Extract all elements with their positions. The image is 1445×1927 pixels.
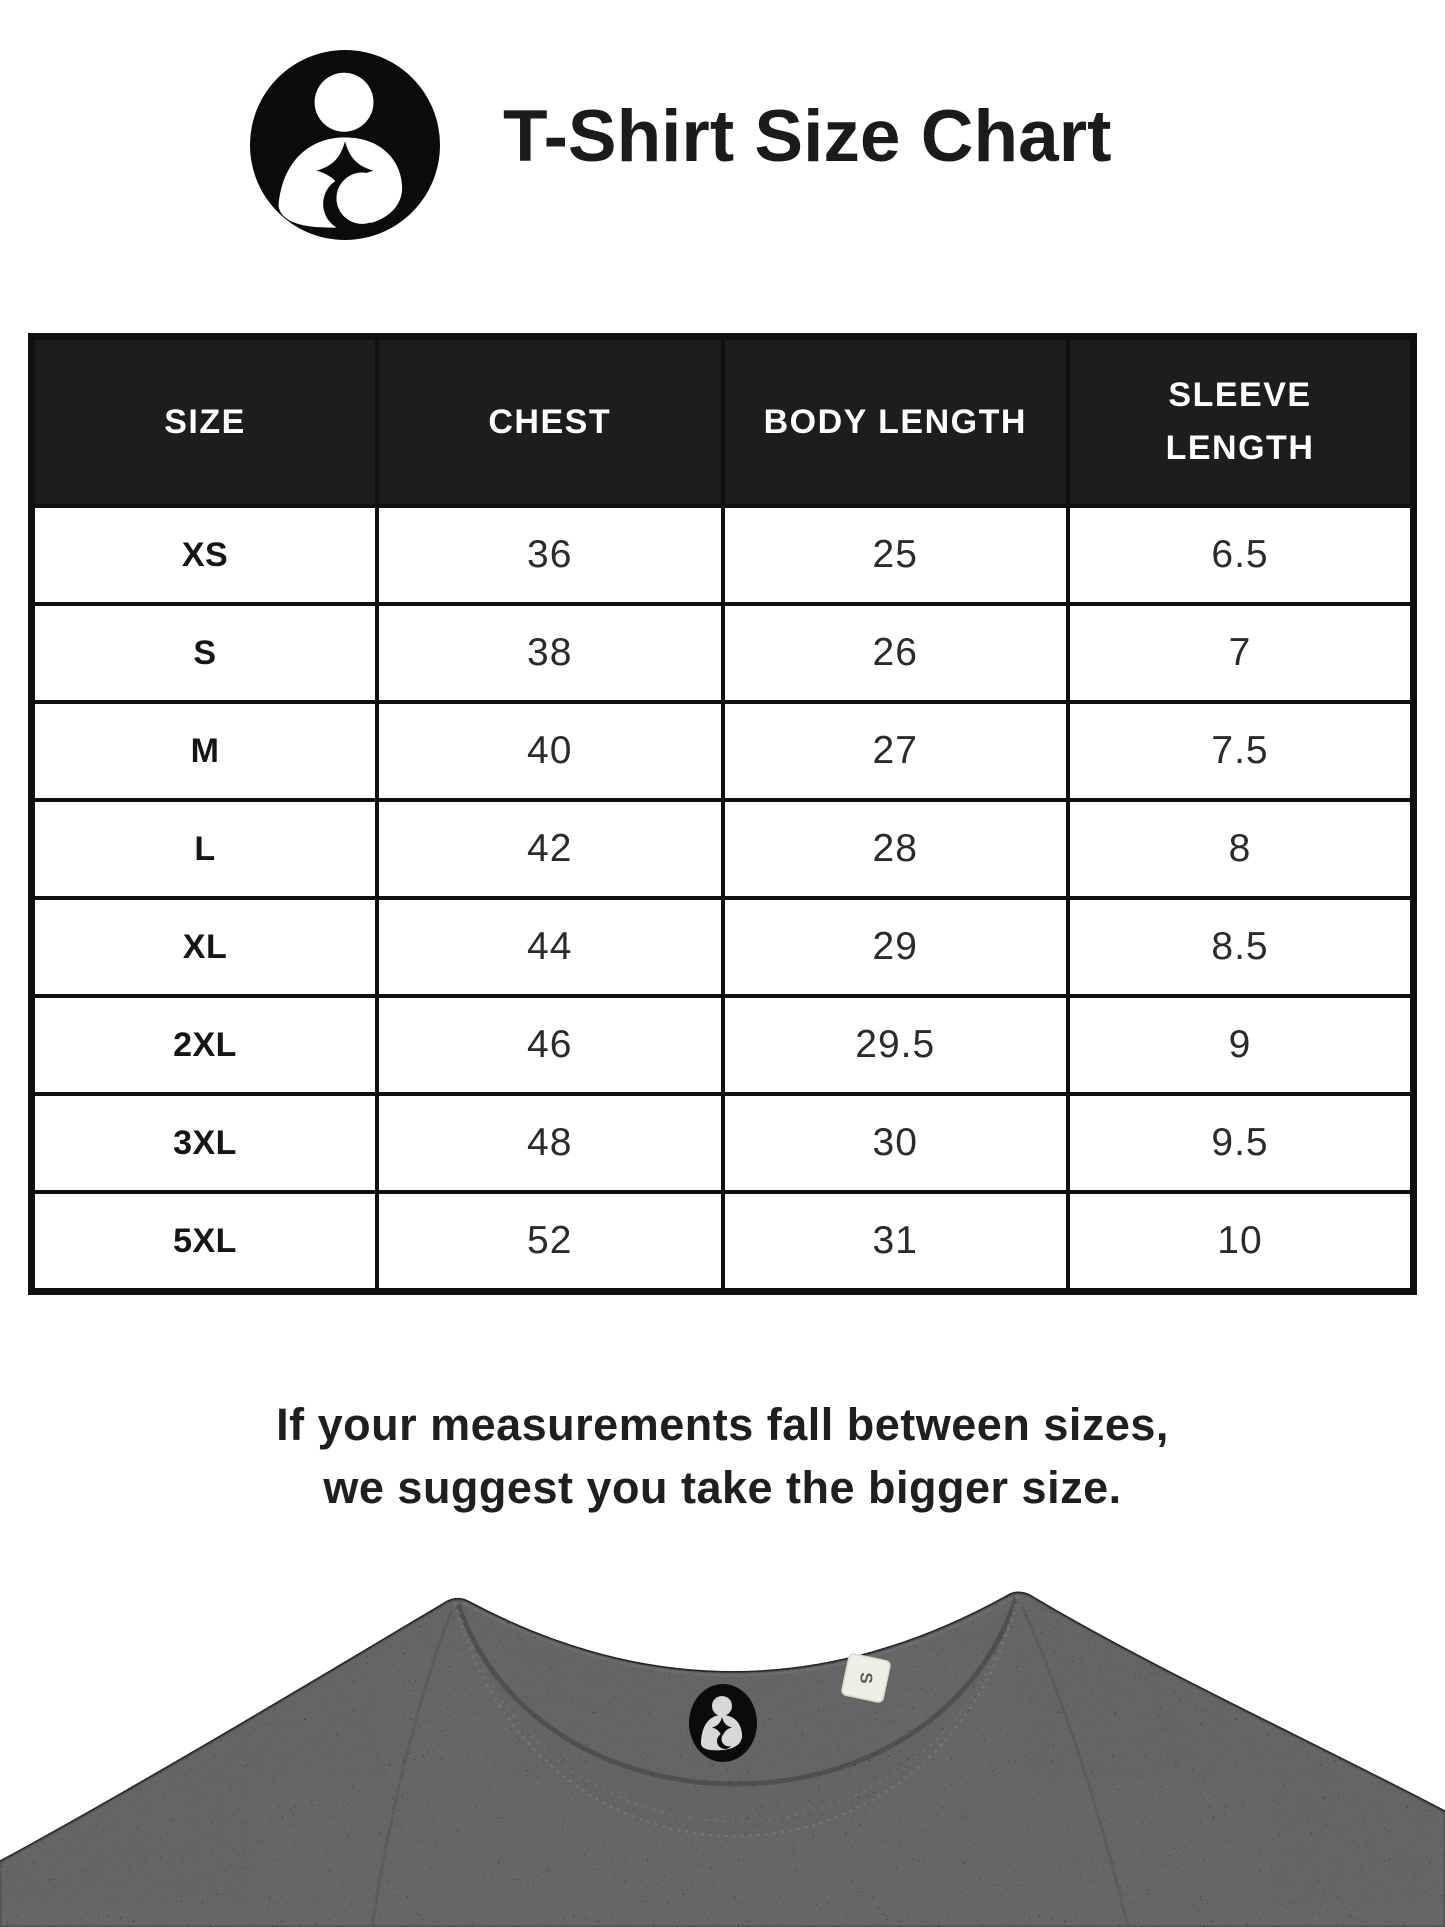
size-chart-table bbox=[28, 333, 1417, 1295]
table-row bbox=[32, 996, 1414, 1094]
column-header-sleeve-length: SLEEVE LENGTH bbox=[1068, 337, 1414, 507]
cell-sleeve-length: 6.5 bbox=[1068, 506, 1414, 604]
table-row bbox=[32, 604, 1414, 702]
cell-sleeve-length: 7 bbox=[1068, 604, 1414, 702]
size-chart-table-container bbox=[28, 333, 1417, 1295]
cell-body-length: 25 bbox=[723, 506, 1069, 604]
table-row bbox=[32, 898, 1414, 996]
fit-note-line-1: If your measurements fall between sizes, bbox=[276, 1399, 1169, 1450]
size-tag-letter: S bbox=[856, 1672, 876, 1684]
table-row bbox=[32, 800, 1414, 898]
size-tag bbox=[841, 1653, 891, 1703]
cell-size: XS bbox=[32, 506, 378, 604]
column-header-size: SIZE bbox=[32, 337, 378, 507]
table-row bbox=[32, 1094, 1414, 1192]
cell-chest: 40 bbox=[377, 702, 723, 800]
cell-chest: 46 bbox=[377, 996, 723, 1094]
tshirt-collar-photo bbox=[0, 1550, 1445, 1927]
neck-label bbox=[689, 1684, 757, 1762]
cell-size: M bbox=[32, 702, 378, 800]
cell-sleeve-length: 9 bbox=[1068, 996, 1414, 1094]
cell-sleeve-length: 7.5 bbox=[1068, 702, 1414, 800]
cell-sleeve-length: 8.5 bbox=[1068, 898, 1414, 996]
brand-person-star-logo-icon bbox=[250, 50, 440, 240]
cell-sleeve-length: 8 bbox=[1068, 800, 1414, 898]
cell-body-length: 26 bbox=[723, 604, 1069, 702]
cell-size: S bbox=[32, 604, 378, 702]
cell-size: XL bbox=[32, 898, 378, 996]
table-header-row bbox=[32, 337, 1414, 507]
cell-size: 2XL bbox=[32, 996, 378, 1094]
cell-body-length: 31 bbox=[723, 1192, 1069, 1292]
table-row bbox=[32, 702, 1414, 800]
cell-chest: 52 bbox=[377, 1192, 723, 1292]
cell-body-length: 30 bbox=[723, 1094, 1069, 1192]
cell-chest: 48 bbox=[377, 1094, 723, 1192]
column-header-chest: CHEST bbox=[377, 337, 723, 507]
cell-sleeve-length: 10 bbox=[1068, 1192, 1414, 1292]
cell-size: 3XL bbox=[32, 1094, 378, 1192]
cell-chest: 44 bbox=[377, 898, 723, 996]
column-header-body-length: BODY LENGTH bbox=[723, 337, 1069, 507]
cell-size: 5XL bbox=[32, 1192, 378, 1292]
cell-chest: 42 bbox=[377, 800, 723, 898]
cell-sleeve-length: 9.5 bbox=[1068, 1094, 1414, 1192]
cell-body-length: 28 bbox=[723, 800, 1069, 898]
table-row bbox=[32, 1192, 1414, 1292]
page-title: T-Shirt Size Chart bbox=[503, 96, 1112, 177]
cell-body-length: 27 bbox=[723, 702, 1069, 800]
cell-chest: 38 bbox=[377, 604, 723, 702]
cell-chest: 36 bbox=[377, 506, 723, 604]
fit-note-line-2: we suggest you take the bigger size. bbox=[323, 1462, 1122, 1513]
cell-body-length: 29.5 bbox=[723, 996, 1069, 1094]
table-row bbox=[32, 506, 1414, 604]
cell-size: L bbox=[32, 800, 378, 898]
fit-note bbox=[0, 1393, 1445, 1519]
cell-body-length: 29 bbox=[723, 898, 1069, 996]
